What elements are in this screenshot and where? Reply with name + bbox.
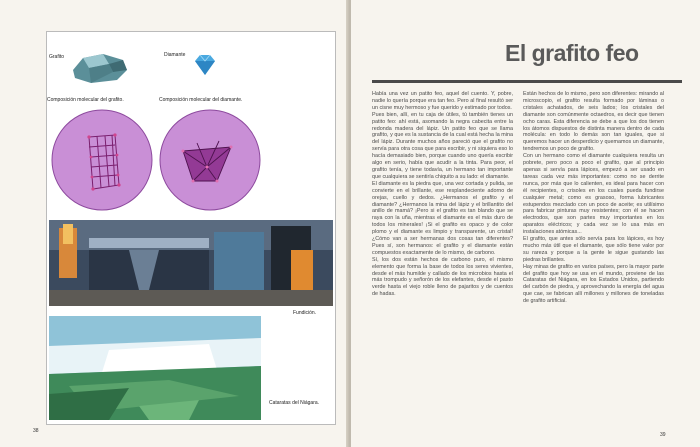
caption-cataratas: Cataratas del Niágara. bbox=[269, 400, 320, 406]
paragraph: Están hechos de lo mismo, pero son diferentes: mirando al microscopio, el grafito resulta formado por láminas o cristales achatados, de seis lados; los cristales del diamante son comúnmente octaedros, es decir que tienen ocho caras. Esta diferencia se debe a que los dos tienen los átomos dispuestos de distinta manera dentro de cada molécula: en todo lo demás son tan iguales, que si queremos hacer un desperdicio y quemamos un diamante, tendremos un poco de grafito. bbox=[523, 91, 664, 153]
graphite-molecule-illustration bbox=[49, 107, 155, 213]
caption-composicion-grafito: Composición molecular del grafito. bbox=[47, 97, 124, 103]
caption-grafito: Grafito bbox=[49, 54, 65, 60]
text-column-2 bbox=[523, 91, 664, 305]
caption-diamante: Diamante bbox=[164, 52, 186, 58]
left-page bbox=[0, 0, 349, 447]
foundry-illustration bbox=[49, 220, 333, 306]
text-column-1 bbox=[372, 91, 513, 298]
niagara-falls-illustration bbox=[49, 316, 261, 420]
graphite-rock-illustration bbox=[69, 50, 129, 86]
caption-fundicion: Fundición. bbox=[293, 310, 317, 316]
page-number-right: 39 bbox=[660, 432, 666, 438]
title-rule bbox=[372, 80, 682, 83]
paragraph: Hay minas de grafito en varios países, pero la mayor parte del grafito que hoy se usa en el mundo, proviene de las Cataratas del Niágara, en los Estados Unidos, partiendo del carbón de piedra, y aprovechando la energía del agua que cae, se fabrican allí millones y millones de toneladas de grafito artificial. bbox=[523, 263, 664, 305]
diamond-illustration bbox=[193, 53, 217, 77]
caption-composicion-diamante: Composición molecular del diamante. bbox=[159, 97, 243, 103]
paragraph: El grafito, que antes sólo servía para los lápices, es hoy mucho más útil que el diamante, que sólo tiene valor por su rareza y porque a la gente le sigue gustando las piedras brillantes. bbox=[523, 236, 664, 263]
paragraph: Con un hermano como el diamante cualquiera resulta un pobrete, pero poco a poco el grafito, que al principio apenas si servía para lápices, empezó a ser usado en tareas cada vez más importantes: como no se derrite nunca, por más que lo calienten, es ideal para hacer con él recipientes, o crisoles en los cuales pueda fundirse cualquier metal; como es grasoso, forma lubricantes estupendos mezclado con un poco de aceite; es utilísimo para fabricar pinturas muy resistentes; con él se hacen electrodos, que son partes muy importantes en los aparatos eléctricos; y cada vez se lo usa más en instalaciones atómicas... bbox=[523, 153, 664, 236]
diamond-molecule-illustration bbox=[157, 107, 263, 213]
paragraph: Pues bien, allí, en tu caja de útiles, tú también tienes un patito feo: ahí está, asomando la negra cabecita entre la redonda madera del lápiz. Un patito feo que se llama grafito, y que es la sustancia de la cual está hecha la mina del lápiz. Durante muchos años pareció que el grafito no servía para otra cosa que para escribir, y ni siquiera eso lo hacía demasiado bien, porque cuando uno quería escribir algo en serio, había que acudir a la tinta. Para peor, el grafito tenía, y tiene todavía, un hermano tan importante que cualquiera se sentiría chiquito a su lado: el diamante. bbox=[372, 111, 513, 180]
page-title: El grafito feo bbox=[505, 40, 639, 66]
illustration-frame bbox=[46, 31, 336, 425]
paragraph: El diamante es la piedra que, una vez cortada y pulida, se convierte en el brillante, ese resplandeciente adorno de orejas, cuello y dedos. ¿Hermanos el grafito y el diamante? ¿Hermanos la mina del lápiz y el brillantito del anillo de mamá? ¡Pero si el grafito es tan blando que se raya con la uña, mientras el diamante es el más duro de todos los minerales! ¡Si el grafito es opaco y de color plomo y el diamante es limpio y transparente, un cristal! ¿Cómo van a ser hermanas dos cosas tan diferentes? Pues sí, son hermanos: el grafito y el diamante están compuestos exactamente de lo mismo, de carbono. bbox=[372, 180, 513, 256]
page-number-left: 38 bbox=[33, 428, 39, 434]
paragraph: Había una vez un patito feo, aquel del cuento. Y, pobre, nadie lo quería porque era tan feo. Pero al final resultó ser un cisne muy hermoso y fue querido y estimado por todos. bbox=[372, 91, 513, 111]
paragraph: Sí, los dos están hechos de carbono puro, el mismo elemento que forma la base de todos los seres vivientes, desde el más humilde y callado de los microbios hasta el más trompudo y señorón de los elefantes, desde el pasto verde hasta el viejo roble lleno de pajaritos y de cuentos de hadas. bbox=[372, 256, 513, 298]
